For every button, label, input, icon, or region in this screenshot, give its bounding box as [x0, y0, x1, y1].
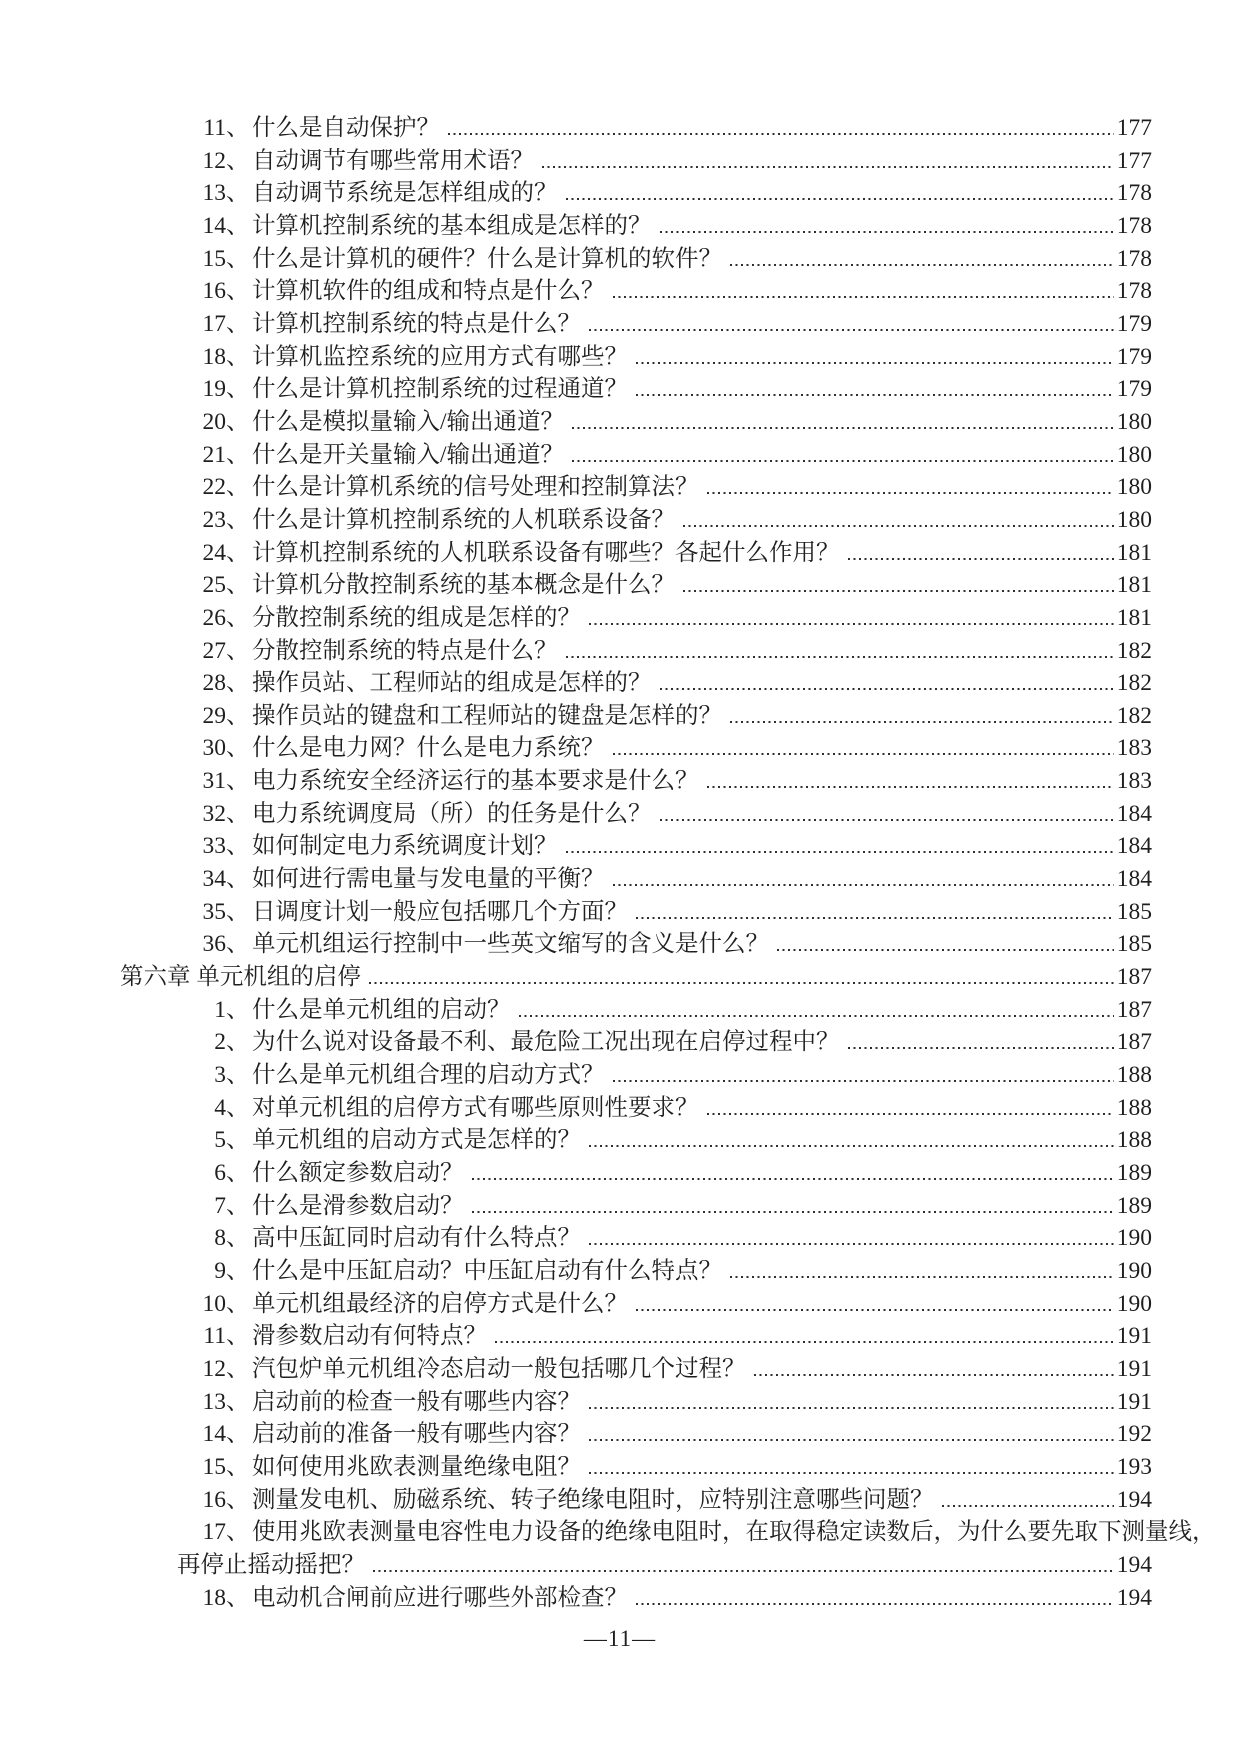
toc-entry-title: 计算机分散控制系统的基本概念是什么？ — [252, 572, 675, 599]
toc-entry — [0, 1092, 1240, 1125]
toc-entry-separator: 、 — [226, 1519, 250, 1546]
toc-entry-number: 34 — [202, 866, 226, 893]
toc-entry — [0, 1386, 1240, 1419]
toc-entry-page: 191 — [1116, 1355, 1152, 1382]
toc-entry-page: 182 — [1116, 670, 1152, 697]
toc-entry-separator: 、 — [226, 408, 250, 435]
toc-entry-title: 什么是中压缸启动？中压缸启动有什么特点？ — [252, 1257, 722, 1284]
toc-entry — [0, 373, 1240, 406]
toc-entry-separator: 、 — [226, 1029, 250, 1056]
toc-entry-number: 13 — [202, 180, 226, 207]
toc-entry-separator: 、 — [226, 1421, 250, 1448]
toc-entry-number: 8 — [214, 1225, 226, 1252]
toc-entry — [0, 700, 1240, 733]
toc-entry-number: 19 — [202, 376, 226, 403]
toc-entry — [0, 1190, 1240, 1223]
toc-entry — [0, 569, 1240, 602]
toc-entry-page: 182 — [1116, 637, 1152, 664]
toc-entry — [0, 112, 1240, 145]
toc-entry-title: 单元机组运行控制中一些英文缩写的含义是什么？ — [252, 931, 769, 958]
toc-entry-title: 什么是计算机控制系统的过程通道？ — [252, 376, 628, 403]
dot-leader — [707, 786, 1114, 788]
toc-entry — [0, 1026, 1240, 1059]
toc-entry-separator: 、 — [226, 768, 250, 795]
dot-leader — [660, 819, 1114, 821]
toc-entry-separator: 、 — [226, 996, 250, 1023]
toc-entry-separator: 、 — [226, 833, 250, 860]
toc-entry — [0, 1451, 1240, 1484]
toc-entry-page: 178 — [1116, 245, 1152, 272]
toc-entry — [0, 1320, 1240, 1353]
toc-entry-page: 181 — [1116, 539, 1152, 566]
toc-entry-page: 180 — [1116, 506, 1152, 533]
dot-leader — [572, 460, 1114, 462]
toc-entry-separator: 、 — [226, 702, 250, 729]
toc-entry-separator: 、 — [226, 670, 250, 697]
toc-entry-number: 14 — [202, 1421, 226, 1448]
toc-entry-page: 194 — [1116, 1486, 1152, 1513]
toc-entry — [0, 1516, 1240, 1549]
toc-entry — [0, 1582, 1240, 1615]
toc-entry-title: 什么是电力网？什么是电力系统？ — [252, 735, 605, 762]
toc-entry-page: 178 — [1116, 278, 1152, 305]
toc-entry-number: 3 — [214, 1062, 226, 1089]
toc-entry-number: 15 — [202, 1453, 226, 1480]
toc-entry-separator: 、 — [226, 343, 250, 370]
dot-leader — [589, 623, 1114, 625]
dot-leader — [369, 982, 1114, 984]
toc-entry-separator: 、 — [226, 1160, 250, 1186]
dot-leader — [542, 166, 1114, 168]
toc-entry-page: 184 — [1116, 866, 1152, 893]
toc-entry-separator: 、 — [226, 1584, 250, 1611]
toc-entry — [0, 406, 1240, 439]
toc-entry — [0, 471, 1240, 504]
toc-entry-separator: 、 — [226, 180, 250, 207]
toc-entry — [0, 177, 1240, 210]
toc-entry-page: 183 — [1116, 768, 1152, 795]
toc-entry-number: 22 — [202, 474, 226, 501]
toc-entry-separator: 、 — [226, 735, 250, 762]
toc-entry-number: 7 — [214, 1192, 226, 1219]
toc-entry-title: 高中压缸同时启动有什么特点？ — [252, 1225, 581, 1252]
dot-leader — [589, 329, 1114, 331]
dot-leader — [613, 753, 1114, 755]
toc-entry — [0, 275, 1240, 308]
dot-leader — [636, 1603, 1114, 1605]
toc-entry-number: 23 — [202, 506, 226, 533]
toc-entry-separator: 、 — [226, 1388, 250, 1415]
toc-entry-page: 184 — [1116, 800, 1152, 827]
toc-entry-separator: 、 — [226, 1323, 250, 1350]
toc-entry-number: 25 — [202, 572, 226, 599]
toc-entry-separator: 、 — [226, 539, 250, 566]
toc-entry-title: 操作员站的键盘和工程师站的键盘是怎样的？ — [252, 702, 722, 729]
toc-entry-number: 17 — [202, 310, 226, 337]
toc-entry-number: 14 — [202, 212, 226, 239]
dot-leader — [730, 264, 1114, 266]
dot-leader — [589, 1243, 1114, 1245]
toc-entry-separator: 、 — [226, 866, 250, 893]
dot-leader — [636, 917, 1114, 919]
toc-entry-separator: 、 — [226, 1486, 250, 1513]
dot-leader — [777, 949, 1114, 951]
toc-entry-page: 187 — [1116, 996, 1152, 1023]
toc-entry-number: 33 — [202, 833, 226, 860]
dot-leader — [683, 525, 1114, 527]
dot-leader — [707, 1113, 1114, 1115]
dot-leader — [683, 590, 1114, 592]
toc-chapter-entry — [0, 961, 1240, 994]
dot-leader — [472, 1178, 1114, 1180]
page-number-footer: —11— — [583, 1626, 657, 1652]
toc-entry-number: 27 — [202, 637, 226, 664]
toc-entry-separator: 、 — [226, 506, 250, 533]
toc-entry-number: 16 — [202, 1486, 226, 1513]
toc-entry — [0, 1288, 1240, 1321]
toc-entry-page: 192 — [1116, 1421, 1152, 1448]
dot-leader — [636, 362, 1114, 364]
dot-leader — [754, 1374, 1114, 1376]
toc-entry — [0, 504, 1240, 537]
toc-entry-title: 对单元机组的启停方式有哪些原则性要求？ — [252, 1094, 699, 1121]
toc-entry-title: 启动前的检查一般有哪些内容？ — [252, 1388, 581, 1415]
toc-entry-separator: 、 — [226, 474, 250, 501]
toc-entry-separator: 、 — [226, 637, 250, 664]
toc-entry-separator: 、 — [226, 245, 250, 272]
toc-entry-separator: 、 — [226, 898, 250, 925]
toc-entry-separator: 、 — [226, 115, 250, 141]
toc-entry-title: 如何制定电力系统调度计划？ — [252, 833, 558, 860]
toc-entry-number: 36 — [202, 931, 226, 958]
toc-entry-page: 187 — [1116, 964, 1152, 991]
toc-entry-page: 178 — [1116, 212, 1152, 239]
toc-entry — [0, 1418, 1240, 1451]
toc-entry-number: 12 — [202, 147, 226, 174]
toc-entry-number: 35 — [202, 898, 226, 925]
toc-entry — [0, 1353, 1240, 1386]
dot-leader — [660, 231, 1114, 233]
toc-entry — [0, 210, 1240, 243]
toc-entry-page: 185 — [1116, 898, 1152, 925]
toc-entry-page: 190 — [1116, 1225, 1152, 1252]
toc-entry — [0, 1059, 1240, 1092]
toc-entry-separator: 、 — [226, 147, 250, 174]
dot-leader — [589, 1472, 1114, 1474]
dot-leader — [566, 656, 1114, 658]
toc-entry — [0, 863, 1240, 896]
toc-entry-separator: 、 — [226, 1127, 250, 1154]
toc-entry-page: 180 — [1116, 441, 1152, 468]
dot-leader — [848, 558, 1114, 560]
toc-entry-page: 194 — [1116, 1551, 1152, 1578]
dot-leader — [519, 1015, 1114, 1017]
toc-entry-title: 什么是计算机系统的信号处理和控制算法？ — [252, 474, 699, 501]
toc-entry-title: 滑参数启动有何特点？ — [252, 1323, 487, 1350]
toc-entry-page: 181 — [1116, 572, 1152, 599]
toc-entry — [0, 1222, 1240, 1255]
toc-entry-number: 17 — [202, 1519, 226, 1546]
toc-entry-page: 179 — [1116, 376, 1152, 403]
toc-entry-number: 20 — [202, 408, 226, 435]
toc-entry — [0, 994, 1240, 1027]
toc-entry-page: 191 — [1116, 1388, 1152, 1415]
dot-leader — [730, 721, 1114, 723]
dot-leader — [660, 688, 1114, 690]
toc-entry-number: 6 — [214, 1160, 226, 1186]
toc-entry — [0, 145, 1240, 178]
dot-leader — [636, 1309, 1114, 1311]
toc-entry-page: 182 — [1116, 702, 1152, 729]
toc-entry-number: 18 — [202, 343, 226, 370]
toc-entry-page: 180 — [1116, 408, 1152, 435]
toc-entry-separator: 、 — [226, 1290, 250, 1317]
dot-leader — [613, 884, 1114, 886]
toc-entry-number: 24 — [202, 539, 226, 566]
toc-entry-page: 187 — [1116, 1029, 1152, 1056]
toc-entry-page: 180 — [1116, 474, 1152, 501]
toc-entry-separator: 、 — [226, 1225, 250, 1252]
toc-entry-number: 16 — [202, 278, 226, 305]
dot-leader — [613, 1080, 1114, 1082]
toc-entry-page: 184 — [1116, 833, 1152, 860]
toc-entry — [0, 928, 1240, 961]
dot-leader — [707, 492, 1114, 494]
toc-entry-separator: 、 — [226, 1453, 250, 1480]
toc-entry-number: 18 — [202, 1584, 226, 1611]
toc-entry-page: 190 — [1116, 1257, 1152, 1284]
toc-entry-separator: 、 — [226, 441, 250, 468]
dot-leader — [572, 427, 1114, 429]
dot-leader — [566, 851, 1114, 853]
toc-entry-separator: 、 — [226, 1094, 250, 1121]
toc-entry-number: 29 — [202, 702, 226, 729]
toc-entry-number: 15 — [202, 245, 226, 272]
toc-entry-separator: 、 — [226, 604, 250, 631]
toc-entry-page: 193 — [1116, 1453, 1152, 1480]
toc-entry-title: 自动调节系统是怎样组成的？ — [252, 180, 558, 207]
toc-entry-separator: 、 — [226, 1257, 250, 1284]
toc-entry-page: 194 — [1116, 1584, 1152, 1611]
toc-entry-number: 12 — [202, 1355, 226, 1382]
toc-entry-page: 188 — [1116, 1127, 1152, 1154]
toc-entry-title: 电力系统调度局（所）的任务是什么？ — [252, 800, 652, 827]
toc-entry — [0, 1157, 1240, 1190]
toc-entry-page: 177 — [1116, 115, 1152, 141]
toc-entry-title: 电动机合闸前应进行哪些外部检查？ — [252, 1584, 628, 1611]
toc-entry — [0, 602, 1240, 635]
toc-entry-title: 测量发电机、励磁系统、转子绝缘电阻时，应特别注意哪些问题？ — [252, 1486, 934, 1513]
toc-entry-page: 190 — [1116, 1290, 1152, 1317]
toc-entry-title: 什么额定参数启动？ — [252, 1160, 464, 1186]
toc-entry-number: 26 — [202, 604, 226, 631]
toc-entry-title: 什么是滑参数启动？ — [252, 1192, 464, 1219]
toc-entry — [0, 765, 1240, 798]
toc-entry-separator: 、 — [226, 310, 250, 337]
toc-entry-page: 181 — [1116, 604, 1152, 631]
dot-leader — [730, 1276, 1114, 1278]
toc-entry-title: 启动前的准备一般有哪些内容？ — [252, 1421, 581, 1448]
toc-entry-separator: 、 — [226, 376, 250, 403]
toc-entry-number: 1 — [214, 996, 226, 1023]
toc-entry-page: 188 — [1116, 1094, 1152, 1121]
toc-entry-page: 178 — [1116, 180, 1152, 207]
toc-entry — [0, 537, 1240, 570]
toc-entry-page: 189 — [1116, 1192, 1152, 1219]
toc-entry-title: 什么是计算机控制系统的人机联系设备？ — [252, 506, 675, 533]
toc-entry-separator: 、 — [226, 931, 250, 958]
toc-entry-number: 9 — [214, 1257, 226, 1284]
toc-entry — [0, 667, 1240, 700]
toc-entry-number: 4 — [214, 1094, 226, 1121]
toc-entry-title: 汽包炉单元机组冷态启动一般包括哪几个过程？ — [252, 1355, 746, 1382]
dot-leader — [848, 1047, 1114, 1049]
toc-entry-page: 177 — [1116, 147, 1152, 174]
dot-leader — [472, 1211, 1114, 1213]
dot-leader — [589, 1439, 1114, 1441]
toc-entry-title: 电力系统安全经济运行的基本要求是什么？ — [252, 768, 699, 795]
toc-entry — [0, 798, 1240, 831]
toc-entry-title: 什么是模拟量输入/输出通道？ — [252, 408, 565, 435]
toc-entry — [0, 830, 1240, 863]
toc-entry-number: 11 — [203, 1323, 226, 1350]
toc-entry-separator: 、 — [226, 800, 250, 827]
toc-entry-title: 计算机监控系统的应用方式有哪些？ — [252, 343, 628, 370]
toc-entry-page: 185 — [1116, 931, 1152, 958]
toc-entry — [0, 1484, 1240, 1517]
toc-entry-title: 第六章 单元机组的启停 — [120, 964, 361, 991]
toc-entry-title: 自动调节有哪些常用术语？ — [252, 147, 534, 174]
toc-entry-number: 5 — [214, 1127, 226, 1154]
toc-entry-title: 如何进行需电量与发电量的平衡？ — [252, 866, 605, 893]
toc-entry-separator: 、 — [226, 212, 250, 239]
toc-entry-title: 如何使用兆欧表测量绝缘电阻？ — [252, 1453, 581, 1480]
toc-entry-title: 单元机组的启动方式是怎样的？ — [252, 1127, 581, 1154]
toc-entry-title: 计算机控制系统的人机联系设备有哪些？各起什么作用？ — [252, 539, 840, 566]
toc-entry — [0, 635, 1240, 668]
toc-entry-title: 什么是自动保护？ — [252, 115, 440, 141]
toc-entry-title: 分散控制系统的组成是怎样的？ — [252, 604, 581, 631]
dot-leader — [566, 198, 1114, 200]
toc-entry-page: 179 — [1116, 343, 1152, 370]
toc-entry — [0, 341, 1240, 374]
dot-leader — [373, 1570, 1114, 1572]
toc-entry-title: 单元机组最经济的启停方式是什么？ — [252, 1290, 628, 1317]
toc-entry-page: 179 — [1116, 310, 1152, 337]
dot-leader — [942, 1505, 1114, 1507]
toc-entry-title: 日调度计划一般应包括哪几个方面？ — [252, 898, 628, 925]
toc-entry — [0, 439, 1240, 472]
toc-entry — [0, 243, 1240, 276]
toc-entry-title: 使用兆欧表测量电容性电力设备的绝缘电阻时，在取得稳定读数后，为什么要先取下测量线， — [252, 1519, 1216, 1546]
toc-entry-title: 什么是计算机的硬件？什么是计算机的软件？ — [252, 245, 722, 272]
toc-entry-number: 31 — [202, 768, 226, 795]
toc-entry-number: 11 — [203, 115, 226, 141]
dot-leader — [495, 1341, 1114, 1343]
dot-leader — [613, 296, 1114, 298]
toc-entry-title: 什么是单元机组的启动？ — [252, 996, 511, 1023]
dot-leader — [448, 133, 1114, 135]
toc-entry-separator: 、 — [226, 1062, 250, 1089]
toc-entry-number: 2 — [214, 1029, 226, 1056]
toc-entry-title: 分散控制系统的特点是什么？ — [252, 637, 558, 664]
dot-leader — [589, 1407, 1114, 1409]
toc-entry-title: 计算机控制系统的基本组成是怎样的？ — [252, 212, 652, 239]
toc-entry — [0, 732, 1240, 765]
toc-entry-page: 191 — [1116, 1323, 1152, 1350]
toc-entry-separator: 、 — [226, 1192, 250, 1219]
toc-entry-title: 操作员站、工程师站的组成是怎样的？ — [252, 670, 652, 697]
toc-entry — [0, 1255, 1240, 1288]
toc-entry-number: 30 — [202, 735, 226, 762]
toc-entry — [0, 1124, 1240, 1157]
toc-entry-separator: 、 — [226, 278, 250, 305]
toc-entry — [0, 308, 1240, 341]
toc-entry-number: 21 — [202, 441, 226, 468]
toc-entry-page: 189 — [1116, 1160, 1152, 1186]
toc-entry-title: 再停止摇动摇把？ — [177, 1551, 365, 1578]
toc-entry-continuation — [0, 1549, 1240, 1582]
toc-entry-title: 什么是单元机组合理的启动方式？ — [252, 1062, 605, 1089]
toc-entry-title: 什么是开关量输入/输出通道？ — [252, 441, 565, 468]
toc-entry-page: 183 — [1116, 735, 1152, 762]
dot-leader — [589, 1145, 1114, 1147]
toc-entry-page: 188 — [1116, 1062, 1152, 1089]
toc-entry-number: 13 — [202, 1388, 226, 1415]
toc-entry-title: 计算机软件的组成和特点是什么？ — [252, 278, 605, 305]
toc-entry-title: 为什么说对设备最不利、最危险工况出现在启停过程中？ — [252, 1029, 840, 1056]
dot-leader — [636, 394, 1114, 396]
toc-entry-title: 计算机控制系统的特点是什么？ — [252, 310, 581, 337]
toc-entry — [0, 896, 1240, 929]
toc-entry-number: 10 — [202, 1290, 226, 1317]
toc-entry-separator: 、 — [226, 1355, 250, 1382]
toc-entry-number: 28 — [202, 670, 226, 697]
toc-entry-separator: 、 — [226, 572, 250, 599]
toc-entry-number: 32 — [202, 800, 226, 827]
